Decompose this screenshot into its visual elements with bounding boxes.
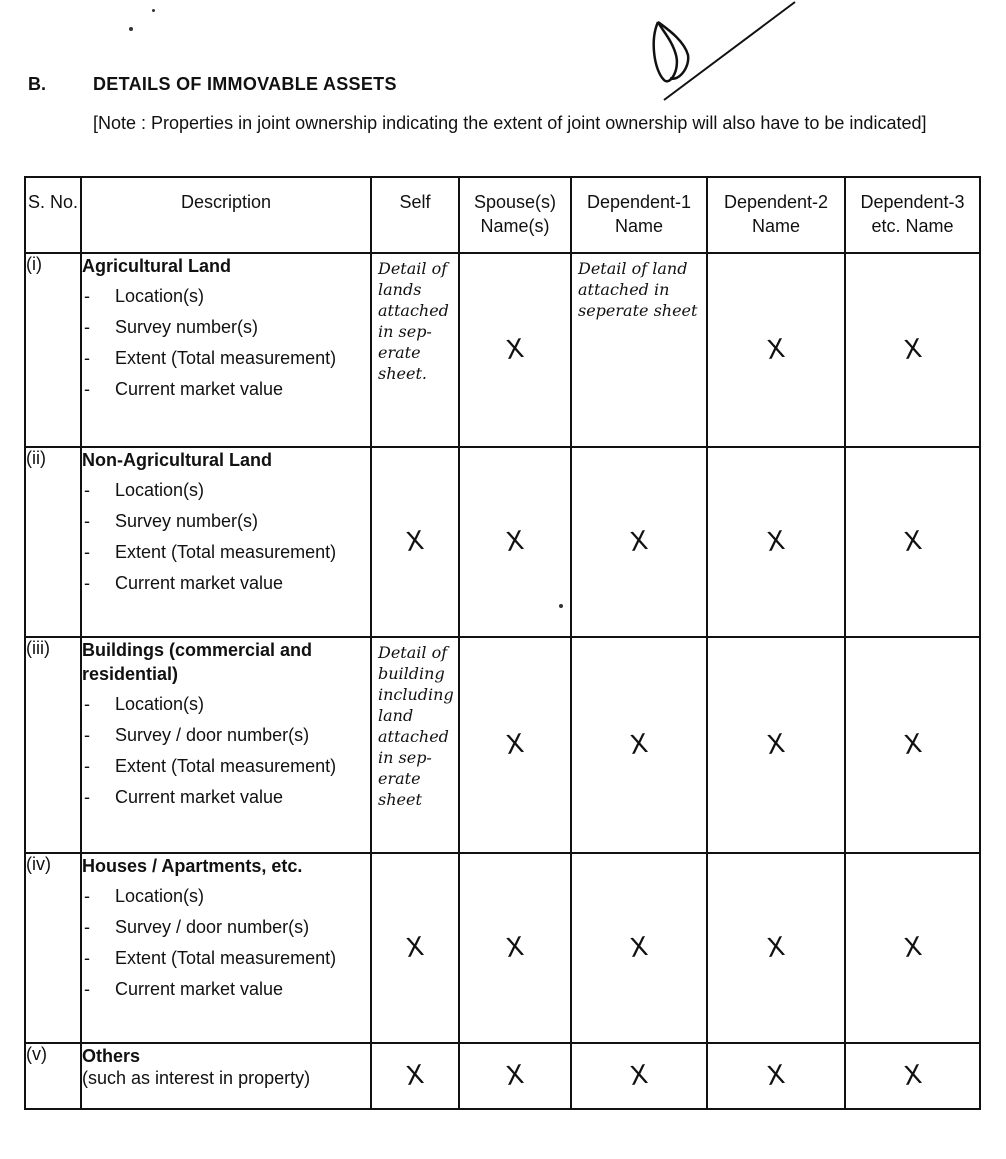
- cross-mark: X: [504, 931, 526, 965]
- cell-self: [371, 253, 459, 447]
- row-number: (ii): [25, 447, 81, 637]
- header-description: Description: [81, 177, 371, 253]
- item-title: Others: [82, 1046, 141, 1066]
- field-item: - Survey / door number(s): [82, 723, 370, 748]
- field-item: - Location(s): [82, 478, 370, 503]
- cell-self: [371, 447, 459, 637]
- cell-spouse: [459, 1043, 571, 1109]
- field-item: - Location(s): [82, 692, 370, 717]
- row-description: [81, 447, 371, 637]
- cross-mark: X: [404, 1059, 426, 1093]
- row-number: (v): [25, 1043, 81, 1109]
- cell-spouse: [459, 637, 571, 853]
- cross-mark: X: [504, 728, 526, 762]
- header-sno: S. No.: [25, 177, 81, 253]
- header-spouse: Spouse(s) Name(s): [459, 177, 571, 253]
- row-description: [81, 1043, 371, 1109]
- header-dependent-2: Dependent-2 Name: [707, 177, 845, 253]
- cross-mark: X: [901, 1059, 924, 1093]
- field-item: - Location(s): [82, 884, 370, 909]
- cell-self: [371, 853, 459, 1043]
- header-dependent-3: Dependent-3 etc. Name: [845, 177, 980, 253]
- cell-dependent-1: [571, 1043, 707, 1109]
- field-item: - Extent (Total measurement): [82, 754, 370, 779]
- handwritten-note: Detail of building including land attached in sep-erate sheet: [378, 643, 454, 809]
- field-item: - Survey number(s): [82, 509, 370, 534]
- cross-mark: X: [504, 525, 526, 559]
- cell-dependent-2: [707, 853, 845, 1043]
- header-dependent-1: Dependent-1 Name: [571, 177, 707, 253]
- cell-spouse: [459, 253, 571, 447]
- cell-dependent-2: [707, 1043, 845, 1109]
- cross-mark: X: [628, 525, 650, 559]
- cell-dependent-3: [845, 853, 980, 1043]
- cell-dependent-1: [571, 253, 707, 447]
- row-description: [81, 853, 371, 1043]
- cross-mark: X: [504, 1059, 526, 1093]
- cross-mark: X: [901, 931, 924, 965]
- table-header-row: [25, 177, 980, 253]
- scan-speck: [129, 27, 133, 31]
- section-note: [Note : Properties in joint ownership indicating the extent of joint ownership will also have to be indicated]: [93, 113, 927, 133]
- field-list: [82, 692, 370, 810]
- cell-dependent-1: [571, 637, 707, 853]
- header-self: Self: [371, 177, 459, 253]
- cell-spouse: [459, 447, 571, 637]
- cell-self: [371, 637, 459, 853]
- cell-dependent-3: [845, 447, 980, 637]
- field-item: - Current market value: [82, 571, 370, 596]
- handwritten-note: Detail of land attached in seperate sheet: [578, 259, 698, 320]
- field-list: [82, 884, 370, 1002]
- cell-dependent-2: [707, 447, 845, 637]
- cross-mark: X: [901, 525, 924, 559]
- cross-mark: X: [901, 333, 924, 367]
- item-title: Agricultural Land: [82, 256, 232, 276]
- cross-mark: X: [504, 333, 526, 367]
- table-row: [25, 637, 980, 853]
- cell-dependent-2: [707, 637, 845, 853]
- row-number: (i): [25, 253, 81, 447]
- row-description: [81, 637, 371, 853]
- cell-spouse: [459, 853, 571, 1043]
- item-subtitle: (such as interest in property): [82, 1068, 311, 1088]
- cross-mark: X: [765, 525, 787, 559]
- row-number: (iii): [25, 637, 81, 853]
- cross-mark: X: [628, 728, 650, 762]
- field-item: - Survey / door number(s): [82, 915, 370, 940]
- cell-dependent-1: [571, 447, 707, 637]
- cross-mark: X: [628, 931, 650, 965]
- cell-dependent-3: [845, 1043, 980, 1109]
- item-title: Buildings (commercial and residential): [82, 640, 313, 684]
- field-list: [82, 478, 370, 596]
- cell-dependent-2: [707, 253, 845, 447]
- field-item: - Current market value: [82, 377, 370, 402]
- item-title: Houses / Apartments, etc.: [82, 856, 303, 876]
- cell-dependent-3: [845, 253, 980, 447]
- field-item: - Survey number(s): [82, 315, 370, 340]
- field-item: - Extent (Total measurement): [82, 346, 370, 371]
- field-item: - Current market value: [82, 977, 370, 1002]
- scan-speck: [152, 9, 155, 12]
- field-list: [82, 284, 370, 402]
- cross-mark: X: [404, 525, 426, 559]
- row-description: [81, 253, 371, 447]
- cross-mark: X: [765, 728, 787, 762]
- table-row: [25, 253, 980, 447]
- table-row: [25, 1043, 980, 1109]
- cell-self: [371, 1043, 459, 1109]
- cross-mark: X: [628, 1059, 650, 1093]
- cross-mark: X: [765, 333, 787, 367]
- field-item: - Current market value: [82, 785, 370, 810]
- cross-mark: X: [765, 1059, 787, 1093]
- immovable-assets-table: [24, 176, 981, 1110]
- field-item: - Location(s): [82, 284, 370, 309]
- cell-dependent-3: [845, 637, 980, 853]
- field-item: - Extent (Total measurement): [82, 946, 370, 971]
- cross-mark: X: [404, 931, 426, 965]
- field-item: - Extent (Total measurement): [82, 540, 370, 565]
- section-letter: B.: [28, 74, 46, 94]
- table-row: [25, 447, 980, 637]
- cross-mark: X: [765, 931, 787, 965]
- section-title: DETAILS OF IMMOVABLE ASSETS: [93, 74, 397, 94]
- row-number: (iv): [25, 853, 81, 1043]
- signature-mark: [640, 0, 810, 115]
- item-title: Non-Agricultural Land: [82, 450, 272, 470]
- table-row: [25, 853, 980, 1043]
- handwritten-note: Detail of lands attached in sep-erate sheet.: [378, 259, 449, 383]
- cell-dependent-1: [571, 853, 707, 1043]
- cross-mark: X: [901, 728, 924, 762]
